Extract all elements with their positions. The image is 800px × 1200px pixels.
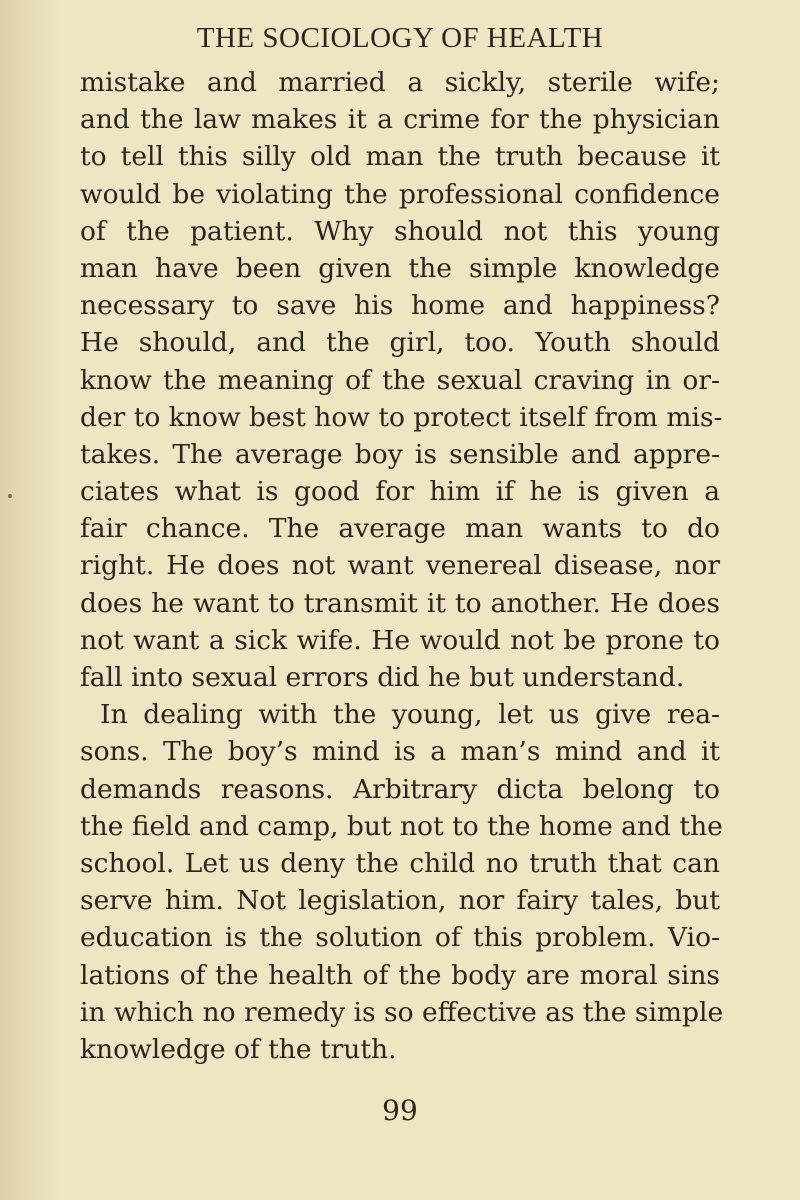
running-head: THE SOCIOLOGY OF HEALTH xyxy=(196,22,604,54)
text-line: In dealing with the young, let us give rea- xyxy=(100,699,720,731)
text-line: know the meaning of the sexual craving in or- xyxy=(80,364,720,396)
text-line: does he want to transmit it to another. He does xyxy=(80,587,720,619)
text-line: knowledge of the truth. xyxy=(80,1033,397,1065)
text-line: to tell this silly old man the truth because it xyxy=(80,141,720,173)
text-line: fall into sexual errors did he but understand. xyxy=(80,662,685,693)
text-line: der to know best how to protect itself from mis- xyxy=(80,401,723,433)
text-line: in which no remedy is so effective as the simple xyxy=(80,996,724,1028)
text-line: the field and camp, but not to the home and the xyxy=(80,810,723,842)
page-number: 99 xyxy=(382,1094,418,1127)
text-line: mistake and married a sickly, sterile wife; xyxy=(80,67,720,98)
text-line: fair chance. The average man wants to do xyxy=(80,513,720,545)
body-text xyxy=(80,64,724,1068)
text-line: necessary to save his home and happiness? xyxy=(80,290,720,322)
text-line: and the law makes it a crime for the physician xyxy=(80,104,720,136)
text-line: right. He does not want venereal disease, nor xyxy=(80,550,720,582)
text-line: education is the solution of this problem. Vio- xyxy=(80,922,720,954)
text-line: school. Let us deny the child no truth that can xyxy=(80,847,720,879)
text-line: sons. The boy’s mind is a man’s mind and it xyxy=(80,736,720,768)
text-line: man have been given the simple knowledge xyxy=(80,252,720,284)
text-line: serve him. Not legislation, nor fairy tales, but xyxy=(80,885,720,917)
paper-speck xyxy=(8,494,12,498)
text-line: demands reasons. Arbitrary dicta belong to xyxy=(80,773,720,805)
text-line: would be violating the professional confidence xyxy=(80,178,720,210)
text-line: of the patient. Why should not this young xyxy=(80,215,720,247)
text-line: He should, and the girl, too. Youth should xyxy=(80,327,720,359)
text-line: not want a sick wife. He would not be prone to xyxy=(80,624,720,656)
text-line: ciates what is good for him if he is given a xyxy=(80,476,720,508)
text-line: lations of the health of the body are moral sins xyxy=(80,959,720,991)
text-line: takes. The average boy is sensible and appre- xyxy=(80,438,720,470)
